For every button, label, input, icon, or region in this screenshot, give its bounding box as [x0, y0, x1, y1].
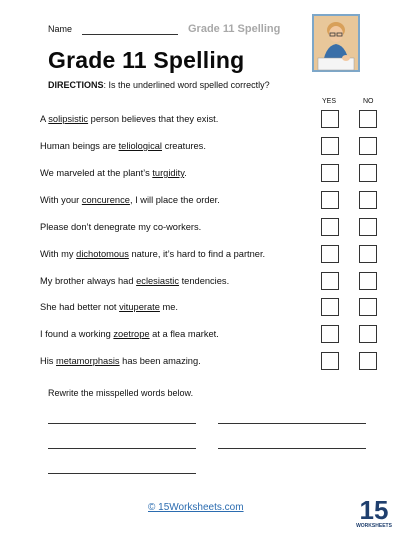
underlined-word: dichotomous [76, 249, 129, 259]
question-text: We marveled at the plant’s turgidity. [40, 168, 187, 178]
question-row [40, 325, 380, 347]
question-text: With my dichotomous nature, it’s hard to find a partner. [40, 249, 266, 259]
question-row [40, 164, 380, 186]
underlined-word: turgidity [152, 168, 185, 178]
answer-line[interactable] [48, 473, 196, 474]
no-checkbox[interactable] [359, 245, 377, 263]
copyright-link[interactable]: © 15Worksheets.com [148, 502, 244, 513]
no-checkbox[interactable] [359, 352, 377, 370]
column-no: NO [363, 98, 374, 105]
directions [48, 80, 270, 90]
question-text: I found a working zoetrope at a flea market. [40, 329, 219, 339]
yes-checkbox[interactable] [321, 164, 339, 182]
question-text: His metamorphasis has been amazing. [40, 356, 201, 366]
underlined-word: concurence [81, 195, 130, 205]
yes-checkbox[interactable] [321, 272, 339, 290]
yes-checkbox[interactable] [321, 218, 339, 236]
yes-checkbox[interactable] [321, 137, 339, 155]
rewrite-prompt: Rewrite the misspelled words below. [48, 388, 194, 398]
question-text: Please don’t denegrate my co-workers. [40, 222, 202, 232]
question-text: My brother always had eclesiastic tendencies. [40, 276, 230, 286]
yes-checkbox[interactable] [321, 325, 339, 343]
no-checkbox[interactable] [359, 164, 377, 182]
question-text: She had better not vituperate me. [40, 302, 179, 312]
yes-checkbox[interactable] [321, 191, 339, 209]
no-checkbox[interactable] [359, 110, 377, 128]
svg-text:WORKSHEETS: WORKSHEETS [356, 523, 392, 529]
no-checkbox[interactable] [359, 272, 377, 290]
name-label: Name [48, 24, 73, 34]
yes-checkbox[interactable] [321, 245, 339, 263]
student-illustration [312, 14, 360, 72]
underlined-word: zoetrope [113, 329, 150, 339]
header-grade-label: Grade 11 Spelling [188, 23, 281, 35]
answer-line[interactable] [218, 423, 366, 424]
yes-checkbox[interactable] [321, 298, 339, 316]
15worksheets-logo [354, 494, 394, 530]
no-checkbox[interactable] [359, 325, 377, 343]
question-row [40, 245, 380, 267]
svg-text:15: 15 [359, 495, 389, 525]
column-yes: YES [322, 98, 337, 105]
name-line [82, 34, 178, 35]
no-checkbox[interactable] [359, 218, 377, 236]
no-checkbox[interactable] [359, 191, 377, 209]
question-text: With your concurence, I will place the order. [40, 195, 220, 205]
question-row [40, 272, 380, 294]
question-row [40, 110, 380, 132]
question-row [40, 137, 380, 159]
underlined-word: metamorphasis [56, 356, 120, 366]
underlined-word: vituperate [119, 302, 160, 312]
question-text: A solipsistic person believes that they exist. [40, 114, 219, 124]
answer-line[interactable] [48, 448, 196, 449]
underlined-word: teliological [118, 141, 162, 151]
underlined-word: eclesiastic [136, 276, 180, 286]
question-row [40, 218, 380, 240]
no-checkbox[interactable] [359, 298, 377, 316]
question-text: Human beings are teliological creatures. [40, 141, 206, 151]
no-checkbox[interactable] [359, 137, 377, 155]
question-row [40, 191, 380, 213]
directions-text: : Is the underlined word spelled correctly? [103, 80, 270, 90]
yes-checkbox[interactable] [321, 352, 339, 370]
page-title: Grade 11 Spelling [48, 47, 245, 73]
directions-label: DIRECTIONS [48, 80, 104, 90]
question-row [40, 352, 380, 374]
answer-line[interactable] [48, 423, 196, 424]
answer-line[interactable] [218, 448, 366, 449]
underlined-word: solipsistic [48, 114, 89, 124]
yes-checkbox[interactable] [321, 110, 339, 128]
question-row [40, 298, 380, 320]
